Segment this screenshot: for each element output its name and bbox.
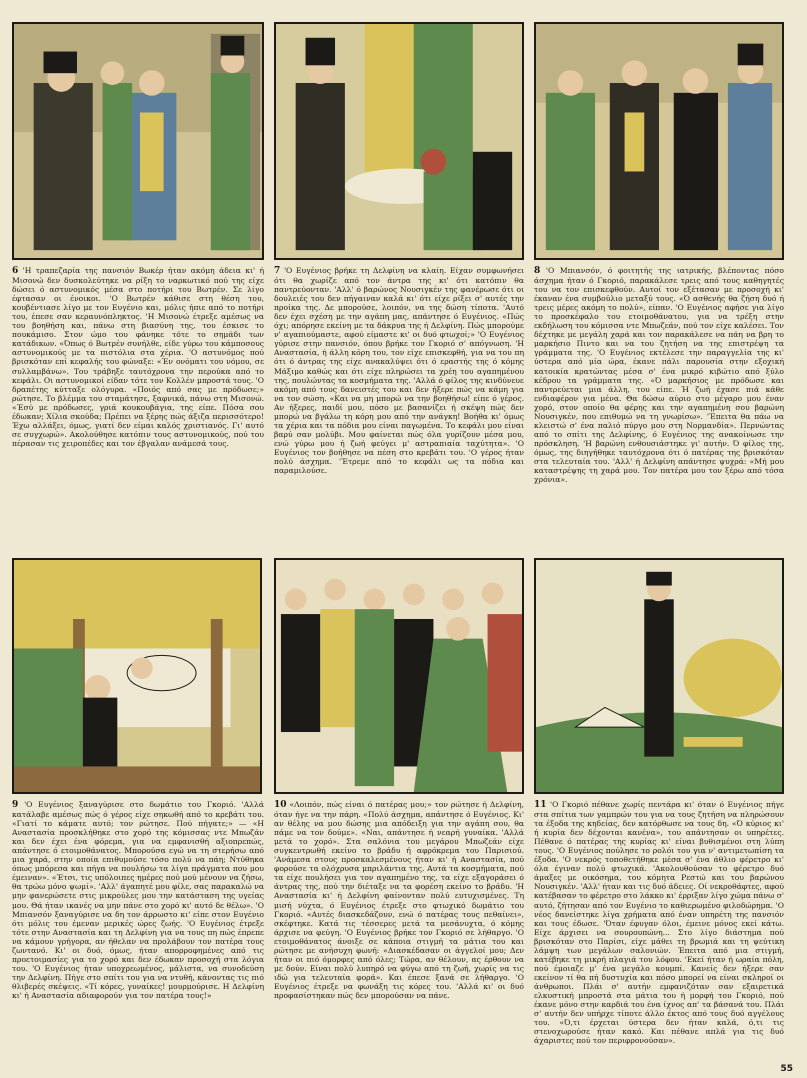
page-number: 55 <box>780 1064 793 1074</box>
caption-text: «Λοιπόν, πώς είναι ό πατέρας μου;» τον ρώτησε ή Δελφίνη, όταν ήγε να την πάρη. «Πολύ άσχημα, απάντησε ό Ευγένιος. Κι' αν θέλης να μου δώσης μια απόδειξη για την αγάπη σου, θα πάμε να τον δούμε». «Ναι, απάντησε ή νεαρή γυναίκα. 'Αλλά μετά το χορό». Στα σαλόνια του μεγάρου Μπωζεάν είχε συγκεντρωθή εκείνο το βράδυ ή αφρόκρεμα του Παρισιού. 'Ανάμεσα στους προσκαλεσμένους ήταν κι' ή Αναστασία, πού φορούσε τα ολόχρυσα μπριλάντια της. Αυτά τα κοσμήματα, πού τα είχε πουλήσει για τον αγαπημένο της, τα είχε εξαγοράσει ό άντρας της, πού την διέταξε να τα φορέση εκείνο το βράδυ. 'Η Αναστασία κι' ή Δελφίνη φαίνονταν πολύ ευτυχισμένες. Τη μισή νύχτα, ό Ευγένιος έτρεξε στο φτωχικό δωμάτιο του Γκοριό. «Αυτές διασκεδάζουν, ενώ ό πατέρας τους πεθαίνει», σκέφτηκε. Κατά τις τέσσερες μετά τα μεσάνυχτα, ό κόμης άρχισε να φεύγη. 'Ο Ευγένιος βρήκε τον Γκοριό σε λήθαργο. 'Ο ετοιμοθάνατος άνοιξε σε κάποια στιγμή τα μάτια του και ρώτησε με ανήσυχη φωνή: «Διασκέδασαν οι άγγελοί μου; Δεν ήταν οι πιό όμορφες από όλες; Τώρα, αν θέλουν, ας έρθουν να με δούν. Είναι πολύ λυπηρό να φύγω από τη ζωή, χωρίς να τις ιδώ για τελευταία φορά». Και έπεσε ξανά σε λήθαργο. 'Ο Ευγένιος έτρεξε να φωνάξη τις κόρες του. 'Αλλά κι' οι δυό προφασίστηκαν πώς δεν μπορούσαν να πάνε. <box>274 800 524 1000</box>
panel-10-illustration <box>276 560 522 792</box>
panel-9-illustration <box>14 560 260 792</box>
panel-7-illustration <box>276 24 522 258</box>
caption-number: 6 <box>12 266 19 276</box>
caption-text: 'Ο Γκοριό πέθανε χωρίς πεντάρα κι' όταν ό Ευγένιος πήγε στα σπίτια των γαμπρών του για να τους ζητήση να πληρώσουν τα έξοδα της κηδείας, δεν κατόρθωσε να τους δη. «Ό κύριος κι' ή κυρία δεν δέχονται κανένα», του απάντησαν οι υπηρέτες. Πέθανε ό πατέρας της κυρίας κι' είναι βυθισμένοι στη λύπη τους. 'Ο Ευγένιος πούλησε το ρολόι του για ν' αντιμετωπίση τα έξοδα. 'Ο νεκρός τοποθετήθηκε μέσα σ' ένα άθλιο φέρετρο κι' όλα έγιναν πολύ φτωχικά. 'Ακολουθούσαν το φέρετρο δυό άμαξες με οικόσημα, του κόμητα Ρεστώ και του βαρώνου Νουσιγκέν. 'Αλλ' ήταν και τις δυό άδειες. Οί νεκροθάφτες, αφού κατέβασαν το φέρετρο στο λάκκο κι' έρριξαν λίγο χώμα πάνω σ' αυτό, ζήτησαν από τον Ευγένιο το καθιερωμένο φιλοδώρημα. 'Ο νέος δανείστηκε λίγα χρήματα από έναν υπηρέτη της πανσιόν και τους έδωσε. 'Όταν έφυγαν όλοι, έμεινε μόνος εκεί κάτω. Είχε άρχισει να σουρουπώνη... Στο λίγο διάστημα πού βρισκόταν στο Παρίσι, είχε μάθει τη βρωμιά και τη ψεύτικη λάμψη των μεγάλων σαλονιών. Έπειτα από μια στιγμή, κατέβηκε τη μικρή πλαγιά του λόφου. 'Εκεί ήταν ή ωραία πόλη, πού έμοιαζε μ' ένα μεγάλο κουμπί. Κανείς δεν ήξερε σαν εκείνον τί θα πή δυστυχία και πόσο μπορεί να είναι σκληροί οι άνθρωποι. Πλάι σ' αυτήν εμφανιζόταν σαν εξαιρετικά ελκυστική μπροστά στα μάτια του ή μορφή του Γκοριό, πού έκανε μόνο στην καρδιά του ένα ίχνος απ' τα βάσανά του. Πλάι σ' αυτήν δεν υπήρχε τίποτε άλλο έκτος από τους δυό αγγέλους του. «Ό,τι έρχεται ύστερα δεν ήταν καλά, ό,τι τις στενοχωρούσε ήταν κακό. Και πέθανε απλά για τις δυό άχαριστες πού τον περιφρονούσαν». <box>534 800 784 1046</box>
caption-number: 8 <box>534 266 541 276</box>
caption-number: 10 <box>274 800 287 810</box>
panel-11 <box>534 558 784 794</box>
caption-11 <box>534 800 784 1072</box>
caption-text: 'Ο Μπιανσόν, ό φοιτητής της ιατρικής, βλέποντας πόσο άσχημα ήταν ό Γκοριό, παρακάλεσε τρεις από τους καθηγητές του να τον επισκεφθούν. Αυτοί τον εξέτασαν με προσοχή κι' έκαναν ένα συμβούλιο μεταξύ τους. «Ό ασθενής θα ζήση δυό ή τρεις μέρες ακόμη το πολύ», είπαν. 'Ο Ευγένιος αφήσε για λίγο το προσκέφαλο του ετοιμοθάνατου, για να τρέξη στην εκδήλωση του κόμισσα ντε Μπωζεάν, πού τον είχε καλέσει. Τον δέχτηκε με μεγάλη χαρά και τον παρακάλεσε να πάη να βρη το μαρκήσιο Πιντο και να του ζητήση να της επιστρέψη τα γράμματα της. 'Ο Ευγένιος εκτέλεσε την παραγγελία της κι' ύστερα από μία ώρα, έκανε πάλι παρουσία στην εξοχική κατοικία κρατώντας μέσα σ' ένα μικρό κιβώτιο από ξύλο κέδρου τα γράμματα της. «Ό μαρκήσιος με πρόδωσε και παντρεύεται μια άλλη, του είπε. Ή ζωή έχασε πιά κάθε ενδιαφέρον για μένα. Θα δώσω αύριο στο μέγαρο μου έναν χορό, στον οποίο θα φέρης και την αγαπημένη σου βαρώνη Νουσιγκέν, που επιθυμώ να τη γνωρίσω». 'Έπειτα θα πάω να κλειστώ σ' ένα παλιό πύργο μου στη Νορμανδία». Περνώντας από το σπίτι της Δελφίνης, ό Ευγένιος της ανακοίνωσε την πρόσκληση. 'Η βαρώνη ενθουσιάστηκε γι' αυτήν. Ό φίλος της, όμως, της διηγήθηκε ταυτόχρονα ότι ό πατέρας της βρισκόταν στα τελευταία του. 'Αλλ' ή Δελφίνη απάντησε ψυχρά: «Μή μου καταστρέψης τη χαρά μου. Τον πατέρα μου τον ξέρω από τόσα χρόνια». <box>534 266 784 485</box>
panel-9 <box>12 558 262 794</box>
panel-6-illustration <box>14 24 262 258</box>
caption-number: 11 <box>534 800 547 810</box>
caption-text: 'Ο Ευγένιος βρήκε τη Δελφίνη να κλαίη. Είχαν συμφωνήσει ότι θα χωρίζε από τον άντρα της κι' ότι κατόπιν θα παντρεύονταν. 'Αλλ' ό βαρώνος Νουσιγκέν της φανέρωσε ότι οι δουλειές του δεν πήγαιναν καλά κι' ότι είχε ρίξει σ' αυτές την προίκα της. Δε μπορούσε, λοιπόν, να της δώση τίποτα. 'Αυτό δεν έχει σχέση με την αγάπη μας, απάντησε ό Ευγένιος. «Πώς όχι; απόρησε εκείνη με τα δάκρυα της ή Δελφίνη. Πώς μπορούμε ν' αγαπιούμαστε, αφού είμαστε κι' οι δυό φτωχοί;» 'Ο Ευγένιος γύρισε στην πανσιόν, όπου βρήκε τον Γκοριό σ' απόγνωση. 'Η Αναστασία, ή άλλη κόρη του, τον είχε επισκεφθή, για να του πη ότι ό άντρας της είχε ανακαλύψει ότι ό εραστής της ό κόμης Μάξιμο καθώς και ότι είχε πληρώσει τα χρέη του αγαπημένου της, πουλώντας τα κοσμήματα της. 'Αλλά ό φίλος της κινδύνευε ακόμη από τους δανειστές του και δεν ήξερε πώς να κάμη για να τον σώση. «Και να μη μπορώ να την βοηθήσω! είπε ό γέρος. Αν ήξερες, παιδί μου, πόσο με βασανίζει ή σκέψη πώς δεν μπορώ να βγάλω τη κόρη μου από την ανάγκη! Βοήθα κι' όμως τα χέρια και τα πόδια μου είναι παγωμένα. Το κεφάλι μου είναι βαρύ σαν μολύβι. Μου φαίνεται πώς όλα γυρίζουν μέσα μου, ενώ γύρω μου ή ζωή φεύγει μ' αστραπιαία ταχύτητα». 'Ο Ευγένιος τον βοήθησε να πέση στο κρεβάτι του. 'Ο γέρος ήταν πολύ άσχημα. 'Έτρεμε από το κεφάλι ως τα πόδια και παραμιλούσε. <box>274 266 524 476</box>
caption-text: 'Ο Ευγένιος ξαναγύρισε στο δωμάτιο του Γκοριό. 'Αλλά κατάλαβε αμέσως πώς ό γέρος είχε σηκωθή από το κρεβάτι του. «Γιατί το κάματε αυτό; τον ρώτησε. Πού πήγατε;» — «Η Αναστασία προσκλήθηκε στο χορό της κόμισσας ντε Μπωζάν και δεν έχει ένα φόρεμα, για να εμφανισθή αξιοπρεπώς, απάντησε ό ετοιμοθάνατος. Μπορούσα εγώ να τη στερήσω από μια χαρά, στην οποία επιθυμούσε τόσο πολύ να πάη; Ντύθηκα όπως μπόρεσα και πήγα να πουλήσω τα λίγα πράγματα που μου έμειναν». «Έτσι, τις υπόλοιπες ημέρες πού μού μένουν να ζήσω, θα τρώω μόνο ψωμί». 'Αλλ' άγαπητέ μου φίλε, σας παρακαλώ να μην φανερώσετε στις μικρούλες μου την κατάσταση της υγείας μου. Θά ήταν ικανές να μην πάνε στο χορό κι' αυτό δε θέλω». 'Ο Μπιανσόν ξαναγύρισε να δη τον άρρωστο κι' είπε στον Ευγένιο ότι μόλις του έμεναν μερικές ώρες ζωής. 'Ο Ευγένιος έτρεξε τότε στην Αναστασία και τη Δελφίνη για να τους πη πώς έπρεπε να κάμουν γρήγορα, αν ήθελαν να προλάβουν τον πατέρα τους ζωντανό. Κι' οι δυό, όμως, ήταν απορροφημένες από τις προετοιμασίες για το χορό και δεν έδωκαν προσοχή στα λόγια του. 'Ο Ευγένιος ήταν υποχρεωμένος, μάλιστα, να συνοδεύση την Δελφίνη. Πήγε στο σπίτι του για να ντυθή, κάνοντας τις πιό θλιβερές σκέψεις. «Τί κόρες, γυναίκες! μουρμούρισε. Η Δελφίνη κι' ή Αναστασία αδιαφορούν για τον πατέρα τους!» <box>12 800 264 1000</box>
panel-7 <box>274 22 524 260</box>
caption-8 <box>534 266 784 552</box>
caption-7 <box>274 266 524 552</box>
caption-number: 7 <box>274 266 281 276</box>
caption-text: 'Η τραπεζαρία της πανσιόν Βωκέρ ήταν ακόμη άδεια κι' ή Μισονώ δεν δυσκολεύτηκε να ρίξη το ναρκωτικό πού της είχε δώσει ό αστυνομικός μέσα στο ποτήρι του Βωτρέν. Σε λίγο έφτασαν οι ένοικοι. 'Ο Βωτρέν κάθισε στη θέση του, κουβέντιασε λίγο με τον Ευγένιο και, μόλις ήπιε από το ποτήρι του, έπεσε σαν κεραυνόπληκτος. 'Η Μισονώ έτρεξε αμέσως να του βοηθήση και, πάνω στη βιασύνη της, του έσκισε το πουκάμισο. Στον ώμο του φάνηκε τότε το σημάδι των κατάδικων. «Όπως ό Βωτρέν συνήλθε, είδε γύρω του κάμποσους αστυνομικούς με τα πιστόλια στα χέρια. 'Ο αστυνόμος πού βρισκόταν επί κεφαλής του φώναξε: «Έν ονόματι του νόμου, σε συλλαμβάνω». Του τράβηξε ταυτόχρονα την περούκα από το κεφάλι. Οι αστυνομικοί είδαν τότε τον Κολλέν μπροστά τους. 'Ο δραπέτης κύτταξε ολόγυρα. «Ποιός από σας με πρόδωσε;» ρώτησε. Το βλέμμα του σταμάτησε, ξαφνικά, πάνω στη Μισονώ. «Έσύ με πρόδωσες, γριά κουκουβάγια, της είπε. Πόσα σου έδωκαν; Χίλια σκούδα; Πρέπει να ξέρης πώς άξιζα περισσότερο! Έχω αλλάξει, όμως, γιατί δεν είμαι καλός χριστιανός. Γι' αυτό σε συγχωρώ». Ακολούθησε κατόπιν τους αστυνομικούς, πού του πέρασαν τις χειροπέδες και τον έβγαλαν ανάμεσά τους. <box>12 266 264 448</box>
panel-6 <box>12 22 264 260</box>
panel-10 <box>274 558 524 794</box>
panel-8 <box>534 22 784 260</box>
caption-9 <box>12 800 264 1072</box>
caption-10 <box>274 800 524 1072</box>
caption-number: 9 <box>12 800 19 810</box>
caption-6 <box>12 266 264 552</box>
panel-11-illustration <box>536 560 782 792</box>
panel-8-illustration <box>536 24 782 258</box>
